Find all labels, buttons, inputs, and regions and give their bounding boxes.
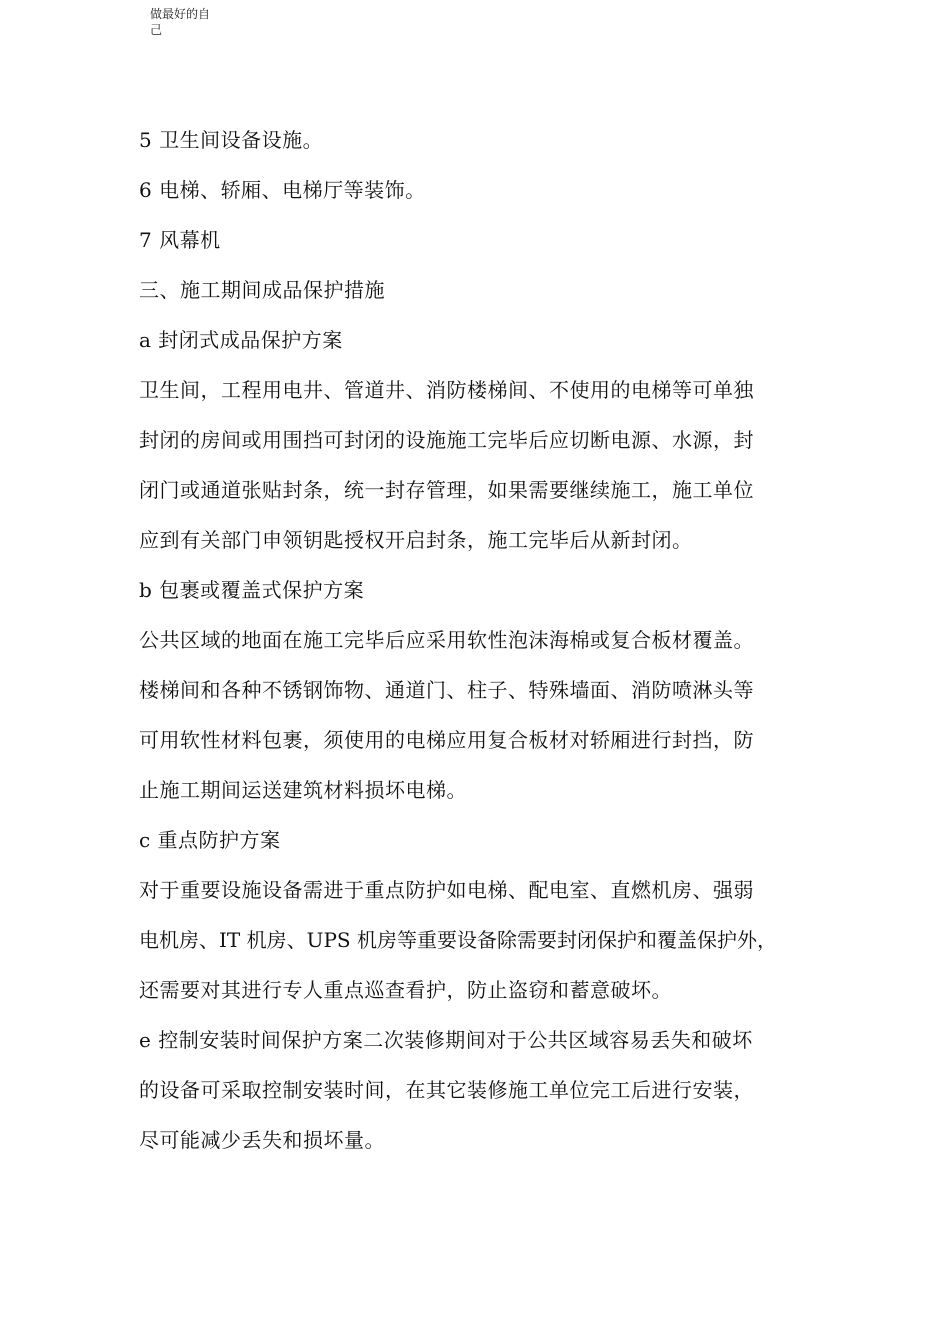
list-item-5: 5 卫生间设备设施。 <box>139 128 324 152</box>
list-item-7: 7 风幕机 <box>139 228 221 252</box>
paragraph-line: 封闭的房间或用围挡可封闭的设施施工完毕后应切断电源、水源，封 <box>139 428 754 452</box>
subsection-heading-b: b 包裹或覆盖式保护方案 <box>139 578 365 602</box>
paragraph-line: 的设备可采取控制安装时间，在其它装修施工单位完工后进行安装， <box>139 1078 754 1102</box>
paragraph-line: 楼梯间和各种不锈钢饰物、通道门、柱子、特殊墙面、消防喷淋头等 <box>139 678 754 702</box>
paragraph-line: 尽可能减少丢失和损坏量。 <box>139 1128 385 1152</box>
subsection-heading-a: a 封闭式成品保护方案 <box>139 328 343 352</box>
document-body <box>139 115 839 1165</box>
paragraph-line: 公共区域的地面在施工完毕后应采用软性泡沫海棉或复合板材覆盖。 <box>139 628 754 652</box>
paragraph-line: 卫生间，工程用电井、管道井、消防楼梯间、不使用的电梯等可单独 <box>139 378 754 402</box>
paragraph-line: 电机房、IT 机房、UPS 机房等重要设备除需要封闭保护和覆盖保护外， <box>139 928 777 952</box>
header-motto-line-2: 己 <box>150 23 163 37</box>
paragraph-line: 止施工期间运送建筑材料损坏电梯。 <box>139 778 467 802</box>
section-heading: 三、施工期间成品保护措施 <box>139 278 385 302</box>
subsection-heading-e: e 控制安装时间保护方案二次装修期间对于公共区域容易丢失和破坏 <box>139 1028 753 1052</box>
paragraph-line: 对于重要设施设备需进于重点防护如电梯、配电室、直燃机房、强弱 <box>139 878 754 902</box>
paragraph-line: 闭门或通道张贴封条，统一封存管理，如果需要继续施工，施工单位 <box>139 478 754 502</box>
paragraph-line: 可用软性材料包裹，须使用的电梯应用复合板材对轿厢进行封挡，防 <box>139 728 754 752</box>
paragraph-line: 应到有关部门申领钥匙授权开启封条，施工完毕后从新封闭。 <box>139 528 693 552</box>
header-motto-line-1: 做最好的自 <box>150 7 211 21</box>
subsection-heading-c: c 重点防护方案 <box>139 828 281 852</box>
paragraph-line: 还需要对其进行专人重点巡查看护，防止盗窃和蓄意破坏。 <box>139 978 672 1002</box>
list-item-6: 6 电梯、轿厢、电梯厅等装饰。 <box>139 178 426 202</box>
page-header-motto <box>150 6 230 38</box>
